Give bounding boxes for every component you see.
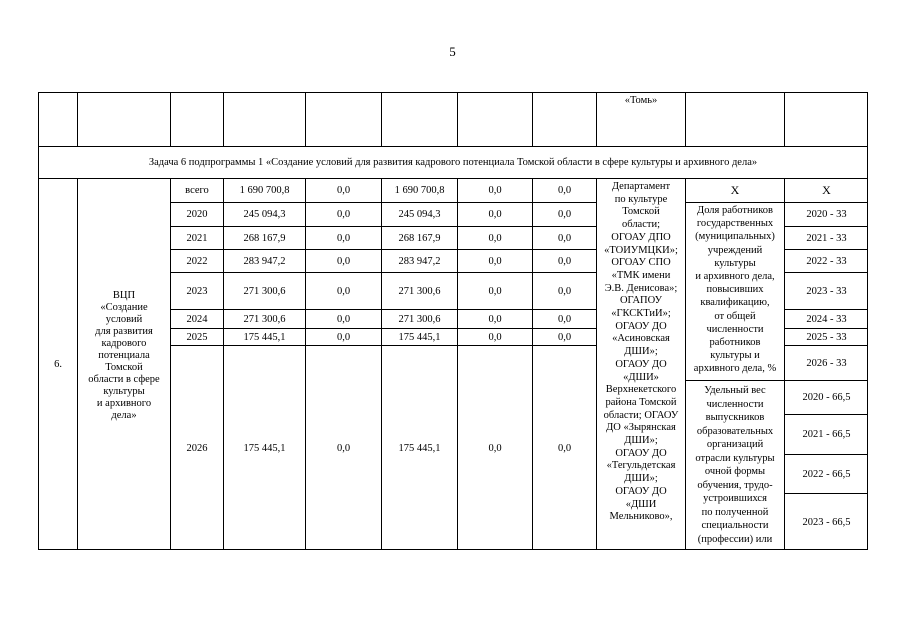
other-cell: 0,0 bbox=[557, 313, 572, 325]
name-line: и архивного bbox=[96, 398, 152, 409]
executor-line: ОГАОУ ДО bbox=[615, 320, 667, 332]
indicator-line: (профессии) или bbox=[697, 533, 773, 545]
other-cell: 0,0 bbox=[557, 185, 572, 196]
item-number: 6. bbox=[54, 359, 62, 370]
year-cell: 2020 bbox=[186, 209, 208, 220]
executor-line: «ТМК имени bbox=[611, 269, 671, 281]
name-line: культуры bbox=[103, 386, 145, 397]
regional-cell: 271 300,6 bbox=[398, 285, 441, 297]
executor-line: ОГАОУ ДО bbox=[615, 358, 667, 370]
target-value: 2020 - 66,5 bbox=[802, 392, 851, 403]
executor-line: Мельниково», bbox=[609, 511, 673, 523]
indicator-line: численности bbox=[706, 323, 764, 335]
grid-line bbox=[532, 92, 533, 146]
total-cell: 283 947,2 bbox=[243, 255, 286, 267]
indicator-line: архивного дела, % bbox=[693, 363, 777, 375]
regional-cell: 245 094,3 bbox=[398, 209, 441, 220]
regional-cell: 175 445,1 bbox=[398, 442, 441, 454]
indicator-line: выпускников bbox=[705, 412, 765, 423]
federal-cell: 0,0 bbox=[336, 255, 351, 267]
target-value: 2022 - 33 bbox=[806, 255, 847, 267]
regional-cell: 283 947,2 bbox=[398, 255, 441, 267]
indicator-line: образовательных bbox=[696, 425, 774, 437]
executor-line: Верхнекетского bbox=[605, 384, 677, 396]
name-line: потенциала bbox=[98, 350, 150, 361]
executor-line: области; bbox=[621, 219, 661, 231]
indicator-line: от общей bbox=[714, 310, 756, 322]
executor-line: ОГОАУ ДПО bbox=[611, 231, 671, 243]
target-value: 2021 - 66,5 bbox=[802, 429, 851, 440]
task-title: Задача 6 подпрограммы 1 «Создание условий для развития кадрового потенциала Томской области в сфере культуры и архивного дела» bbox=[148, 157, 758, 168]
indicator-line: организаций bbox=[706, 439, 764, 450]
grid-line bbox=[381, 92, 382, 146]
total-cell: 271 300,6 bbox=[243, 285, 286, 297]
local-cell: 0,0 bbox=[488, 331, 502, 343]
year-cell: 2024 bbox=[186, 313, 208, 325]
name-line: Томской bbox=[105, 362, 143, 373]
target-x-mark: Х bbox=[822, 183, 831, 197]
executor-line: ОГАОУ ДО bbox=[615, 485, 667, 497]
federal-cell: 0,0 bbox=[336, 209, 351, 220]
name-line: «Создание bbox=[100, 302, 148, 313]
executor-line: ДШИ»; bbox=[624, 435, 658, 447]
indicator-line: очной формы bbox=[704, 466, 766, 477]
total-cell: 175 445,1 bbox=[243, 331, 286, 343]
year-cell: 2026 bbox=[186, 442, 208, 454]
indicator-line: Доля работников bbox=[697, 205, 773, 216]
local-cell: 0,0 bbox=[488, 232, 502, 244]
name-line: ВЦП bbox=[112, 290, 136, 301]
grid-line bbox=[305, 92, 306, 146]
target-value: 2026 - 33 bbox=[806, 357, 847, 369]
executor-line: «ДШИ» bbox=[623, 371, 659, 383]
page-number: 5 bbox=[449, 44, 456, 59]
year-cell: 2023 bbox=[186, 285, 208, 297]
executor-line: ОГОАУ СПО bbox=[611, 257, 671, 269]
regional-cell: 268 167,9 bbox=[398, 232, 441, 244]
year-cell: 2022 bbox=[186, 255, 208, 267]
executor-line: ДШИ»; bbox=[624, 473, 658, 485]
regional-cell: 1 690 700,8 bbox=[394, 185, 445, 196]
executor-line: Томской bbox=[622, 206, 660, 218]
indicator-line: обучения, трудо- bbox=[697, 479, 773, 491]
executor-line: ДШИ»; bbox=[624, 346, 658, 358]
local-cell: 0,0 bbox=[488, 209, 502, 220]
grid-line bbox=[223, 92, 224, 146]
total-cell: 271 300,6 bbox=[243, 313, 286, 325]
federal-cell: 0,0 bbox=[336, 331, 351, 343]
executor-line: Э.В. Денисова»; bbox=[604, 282, 678, 294]
local-cell: 0,0 bbox=[488, 255, 502, 267]
other-cell: 0,0 bbox=[557, 255, 572, 267]
year-cell: 2021 bbox=[186, 232, 208, 244]
indicator-line: численности bbox=[706, 398, 764, 410]
executor-line: «Асиновская bbox=[612, 333, 670, 345]
federal-cell: 0,0 bbox=[336, 185, 351, 196]
name-line: условий bbox=[105, 314, 143, 325]
indicator-line: специальности bbox=[701, 520, 769, 531]
target-value: 2023 - 33 bbox=[806, 285, 847, 297]
executor-line: «ТОИУМЦКИ»; bbox=[604, 244, 678, 256]
indicator-line: (муниципальных) bbox=[695, 231, 775, 243]
other-cell: 0,0 bbox=[557, 232, 572, 244]
name-line: для развития bbox=[95, 326, 153, 337]
indicator-line: устроившихся bbox=[703, 493, 767, 504]
target-value: 2024 - 33 bbox=[806, 313, 847, 325]
indicator-2 bbox=[686, 384, 784, 546]
item-name bbox=[78, 290, 170, 422]
executor-line: «ГКСКТиИ»; bbox=[611, 308, 671, 320]
indicator-line: отрасли культуры bbox=[695, 452, 775, 464]
name-line: области в сфере bbox=[88, 374, 160, 385]
total-cell: 1 690 700,8 bbox=[239, 185, 290, 196]
indicator-line: государственных bbox=[696, 218, 774, 230]
executor-line: Департамент bbox=[611, 181, 671, 192]
federal-cell: 0,0 bbox=[336, 442, 351, 454]
other-cell: 0,0 bbox=[557, 331, 572, 343]
target-value: 2020 - 33 bbox=[806, 209, 847, 220]
grid-line bbox=[170, 92, 171, 146]
indicator-line: культуры и bbox=[710, 350, 760, 362]
executor-line: ДО «Зырянская bbox=[606, 422, 676, 434]
other-cell: 0,0 bbox=[557, 285, 572, 297]
regional-cell: 175 445,1 bbox=[398, 331, 441, 343]
regional-cell: 271 300,6 bbox=[398, 313, 441, 325]
grid-line bbox=[685, 92, 686, 146]
federal-cell: 0,0 bbox=[336, 232, 351, 244]
other-cell: 0,0 bbox=[557, 442, 572, 454]
indicator-line: Удельный вес bbox=[704, 385, 766, 396]
executor-line: «ДШИ bbox=[625, 498, 657, 510]
target-value: 2022 - 66,5 bbox=[802, 468, 851, 480]
local-cell: 0,0 bbox=[488, 313, 502, 325]
name-line: кадрового bbox=[101, 338, 147, 349]
executor-line: «Тегульдетская bbox=[606, 460, 676, 472]
executor-line: по культуре bbox=[614, 193, 668, 205]
executor-continued: «Томь» bbox=[624, 95, 658, 106]
indicator-x-mark: Х bbox=[730, 183, 740, 197]
target-value: 2023 - 66,5 bbox=[802, 516, 851, 528]
executor-line: области; ОГАОУ bbox=[603, 409, 679, 421]
indicator-line: квалификацию, bbox=[700, 297, 770, 309]
total-cell: 268 167,9 bbox=[243, 232, 286, 244]
total-cell: 175 445,1 bbox=[243, 442, 286, 454]
executors bbox=[597, 181, 685, 524]
grid-line bbox=[685, 202, 785, 203]
indicator-line: и архивного дела, bbox=[695, 271, 775, 283]
name-line: дела» bbox=[111, 410, 137, 421]
federal-cell: 0,0 bbox=[336, 313, 351, 325]
grid-line bbox=[457, 92, 458, 146]
federal-cell: 0,0 bbox=[336, 285, 351, 297]
local-cell: 0,0 bbox=[488, 442, 502, 454]
target-value: 2025 - 33 bbox=[806, 331, 847, 343]
year-cell: 2025 bbox=[186, 331, 208, 343]
executor-line: ОГАОУ ДО bbox=[615, 447, 667, 459]
indicator-line: по полученной bbox=[701, 506, 769, 518]
executor-line: ОГАПОУ bbox=[619, 295, 663, 307]
local-cell: 0,0 bbox=[488, 185, 502, 196]
indicator-1 bbox=[686, 204, 784, 376]
indicator-line: учреждений bbox=[707, 244, 763, 256]
grid-line bbox=[77, 92, 78, 146]
indicator-line: работников bbox=[709, 337, 761, 349]
total-cell: 245 094,3 bbox=[243, 209, 286, 220]
indicator-line: культуры bbox=[714, 257, 756, 269]
local-cell: 0,0 bbox=[488, 285, 502, 297]
executor-line: района Томской bbox=[605, 396, 677, 408]
year-cell: всего bbox=[185, 185, 209, 196]
target-value: 2021 - 33 bbox=[806, 232, 847, 244]
grid-line bbox=[784, 92, 785, 146]
grid-line bbox=[685, 380, 785, 381]
other-cell: 0,0 bbox=[557, 209, 572, 220]
indicator-line: повысивших bbox=[706, 284, 764, 296]
